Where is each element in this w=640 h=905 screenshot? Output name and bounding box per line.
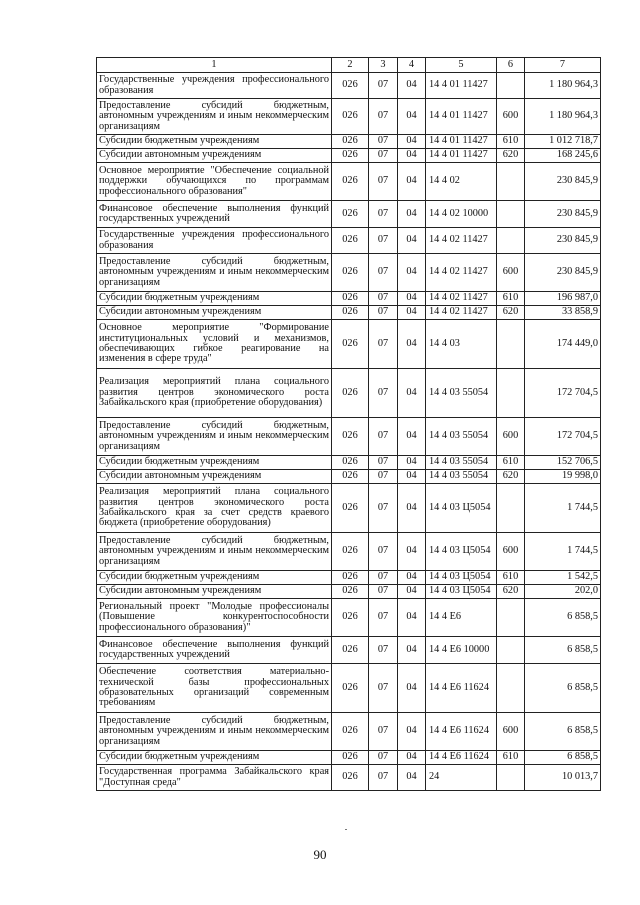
table-row [97, 571, 601, 585]
row-amount: 230 845,9 [525, 254, 601, 292]
row-expense-type: 600 [497, 533, 525, 571]
row-subsection-code: 04 [398, 149, 426, 163]
row-target-code: 14 4 03 55054 [426, 369, 497, 418]
row-section-code: 07 [369, 664, 398, 713]
row-expense-type: 610 [497, 135, 525, 149]
row-subsection-code: 04 [398, 306, 426, 320]
row-subsection-code: 04 [398, 637, 426, 664]
row-target-code: 14 4 01 11427 [426, 149, 497, 163]
row-target-code: 14 4 E6 11624 [426, 713, 497, 751]
row-expense-type: 610 [497, 456, 525, 470]
row-name-cell: Субсидии бюджетным учреждениям [97, 292, 332, 306]
row-name-cell: Основное мероприятие "Обеспечение социальной поддержки обучающихся по программам профессионального образования" [97, 163, 332, 201]
row-name-cell: Региональный проект "Молодые профессионалы (Повышение конкурентоспособности профессионального образования)" [97, 599, 332, 637]
header-col-1: 1 [97, 58, 332, 73]
header-col-2: 2 [332, 58, 369, 73]
row-subsection-code: 04 [398, 599, 426, 637]
row-target-code: 14 4 02 [426, 163, 497, 201]
row-expense-type [497, 484, 525, 533]
row-section-code: 07 [369, 713, 398, 751]
row-admin-code: 026 [332, 163, 369, 201]
row-target-code: 24 [426, 765, 497, 791]
row-amount: 230 845,9 [525, 163, 601, 201]
row-admin-code: 026 [332, 99, 369, 135]
row-admin-code: 026 [332, 292, 369, 306]
row-subsection-code: 04 [398, 713, 426, 751]
row-target-code: 14 4 01 11427 [426, 73, 497, 99]
row-section-code: 07 [369, 369, 398, 418]
row-target-code: 14 4 03 Ц5054 [426, 585, 497, 599]
table-row [97, 456, 601, 470]
row-expense-type: 600 [497, 713, 525, 751]
table-row [97, 292, 601, 306]
row-name-cell: Субсидии бюджетным учреждениям [97, 456, 332, 470]
row-expense-type: 620 [497, 306, 525, 320]
table-row [97, 599, 601, 637]
row-admin-code: 026 [332, 228, 369, 254]
table-row [97, 470, 601, 484]
row-section-code: 07 [369, 228, 398, 254]
table-row [97, 135, 601, 149]
table-row [97, 765, 601, 791]
row-admin-code: 026 [332, 765, 369, 791]
row-subsection-code: 04 [398, 456, 426, 470]
row-subsection-code: 04 [398, 765, 426, 791]
row-admin-code: 026 [332, 320, 369, 369]
scan-speck [345, 829, 347, 830]
row-amount: 19 998,0 [525, 470, 601, 484]
table-row [97, 99, 601, 135]
row-subsection-code: 04 [398, 99, 426, 135]
row-expense-type [497, 664, 525, 713]
row-section-code: 07 [369, 470, 398, 484]
row-expense-type: 620 [497, 149, 525, 163]
row-amount: 1 542,5 [525, 571, 601, 585]
row-target-code: 14 4 03 [426, 320, 497, 369]
row-subsection-code: 04 [398, 533, 426, 571]
row-expense-type [497, 201, 525, 228]
row-subsection-code: 04 [398, 470, 426, 484]
row-admin-code: 026 [332, 306, 369, 320]
row-name-cell: Государственная программа Забайкальского края "Доступная среда" [97, 765, 332, 791]
table-row [97, 149, 601, 163]
row-name-cell: Субсидии автономным учреждениям [97, 470, 332, 484]
row-section-code: 07 [369, 149, 398, 163]
row-target-code: 14 4 03 Ц5054 [426, 484, 497, 533]
row-section-code: 07 [369, 571, 398, 585]
row-target-code: 14 4 03 Ц5054 [426, 533, 497, 571]
row-amount: 172 704,5 [525, 369, 601, 418]
row-section-code: 07 [369, 585, 398, 599]
row-target-code: 14 4 03 55054 [426, 418, 497, 456]
header-col-4: 4 [398, 58, 426, 73]
row-target-code: 14 4 E6 11624 [426, 664, 497, 713]
row-expense-type [497, 369, 525, 418]
row-section-code: 07 [369, 163, 398, 201]
table-row [97, 585, 601, 599]
row-name-cell: Субсидии бюджетным учреждениям [97, 751, 332, 765]
row-subsection-code: 04 [398, 201, 426, 228]
row-amount: 1 744,5 [525, 533, 601, 571]
row-expense-type: 620 [497, 470, 525, 484]
row-admin-code: 026 [332, 456, 369, 470]
row-name-cell: Основное мероприятие "Формирование институциональных условий и механизмов, обеспечивающих гибкое реагирование на изменения в сфере труда" [97, 320, 332, 369]
row-name-cell: Субсидии бюджетным учреждениям [97, 571, 332, 585]
row-amount: 202,0 [525, 585, 601, 599]
row-admin-code: 026 [332, 571, 369, 585]
row-target-code: 14 4 E6 10000 [426, 637, 497, 664]
row-expense-type [497, 637, 525, 664]
table-row [97, 163, 601, 201]
row-expense-type [497, 228, 525, 254]
row-name-cell: Субсидии автономным учреждениям [97, 306, 332, 320]
page-number: 90 [313, 847, 327, 862]
row-target-code: 14 4 02 11427 [426, 228, 497, 254]
row-expense-type: 600 [497, 254, 525, 292]
row-amount: 6 858,5 [525, 599, 601, 637]
row-expense-type [497, 73, 525, 99]
row-amount: 1 180 964,3 [525, 73, 601, 99]
row-subsection-code: 04 [398, 228, 426, 254]
row-name-cell: Предоставление субсидий бюджетным, автономным учреждениям и иным некоммерческим организациям [97, 418, 332, 456]
row-name-cell: Финансовое обеспечение выполнения функций государственных учреждений [97, 637, 332, 664]
table-row [97, 73, 601, 99]
row-subsection-code: 04 [398, 571, 426, 585]
row-name-cell: Финансовое обеспечение выполнения функций государственных учреждений [97, 201, 332, 228]
row-amount: 6 858,5 [525, 637, 601, 664]
row-section-code: 07 [369, 765, 398, 791]
header-col-6: 6 [497, 58, 525, 73]
table-row [97, 664, 601, 713]
row-admin-code: 026 [332, 664, 369, 713]
row-admin-code: 026 [332, 369, 369, 418]
row-amount: 152 706,5 [525, 456, 601, 470]
row-name-cell: Предоставление субсидий бюджетным, автономным учреждениям и иным некоммерческим организациям [97, 99, 332, 135]
row-name-cell: Государственные учреждения профессионального образования [97, 73, 332, 99]
row-target-code: 14 4 03 55054 [426, 470, 497, 484]
row-name-cell: Обеспечение соответствия материально-технической базы профессиональных образовательных организаций современным требованиям [97, 664, 332, 713]
row-section-code: 07 [369, 135, 398, 149]
table-row [97, 484, 601, 533]
row-subsection-code: 04 [398, 163, 426, 201]
row-admin-code: 026 [332, 135, 369, 149]
row-name-cell: Субсидии автономным учреждениям [97, 149, 332, 163]
row-amount: 6 858,5 [525, 713, 601, 751]
row-section-code: 07 [369, 292, 398, 306]
row-subsection-code: 04 [398, 292, 426, 306]
row-subsection-code: 04 [398, 585, 426, 599]
row-amount: 230 845,9 [525, 201, 601, 228]
table-row [97, 369, 601, 418]
row-name-cell: Субсидии автономным учреждениям [97, 585, 332, 599]
row-target-code: 14 4 02 11427 [426, 292, 497, 306]
table-row [97, 320, 601, 369]
row-section-code: 07 [369, 456, 398, 470]
row-amount: 1 744,5 [525, 484, 601, 533]
row-target-code: 14 4 02 11427 [426, 306, 497, 320]
row-admin-code: 026 [332, 201, 369, 228]
row-subsection-code: 04 [398, 254, 426, 292]
row-amount: 172 704,5 [525, 418, 601, 456]
row-amount: 196 987,0 [525, 292, 601, 306]
row-subsection-code: 04 [398, 369, 426, 418]
row-amount: 1 180 964,3 [525, 99, 601, 135]
header-col-5: 5 [426, 58, 497, 73]
row-admin-code: 026 [332, 599, 369, 637]
row-name-cell: Предоставление субсидий бюджетным, автономным учреждениям и иным некоммерческим организациям [97, 533, 332, 571]
row-admin-code: 026 [332, 149, 369, 163]
row-subsection-code: 04 [398, 418, 426, 456]
row-admin-code: 026 [332, 585, 369, 599]
row-section-code: 07 [369, 484, 398, 533]
row-expense-type [497, 320, 525, 369]
row-expense-type: 610 [497, 292, 525, 306]
row-admin-code: 026 [332, 637, 369, 664]
row-admin-code: 026 [332, 470, 369, 484]
row-name-cell: Реализация мероприятий плана социального развития центров экономического роста Забайкальского края (приобретение оборудования) [97, 369, 332, 418]
row-target-code: 14 4 03 55054 [426, 456, 497, 470]
row-target-code: 14 4 02 11427 [426, 254, 497, 292]
table-row [97, 306, 601, 320]
table-row [97, 201, 601, 228]
row-name-cell: Реализация мероприятий плана социального развития центров экономического роста Забайкальского края за счет средств краевого бюджета (приобретение оборудования) [97, 484, 332, 533]
header-col-7: 7 [525, 58, 601, 73]
row-subsection-code: 04 [398, 320, 426, 369]
row-subsection-code: 04 [398, 73, 426, 99]
table-row [97, 751, 601, 765]
row-amount: 33 858,9 [525, 306, 601, 320]
row-amount: 10 013,7 [525, 765, 601, 791]
row-admin-code: 026 [332, 73, 369, 99]
row-admin-code: 026 [332, 254, 369, 292]
budget-table [96, 57, 601, 791]
row-name-cell: Государственные учреждения профессионального образования [97, 228, 332, 254]
table-row [97, 713, 601, 751]
row-amount: 174 449,0 [525, 320, 601, 369]
row-expense-type: 600 [497, 99, 525, 135]
row-section-code: 07 [369, 254, 398, 292]
row-subsection-code: 04 [398, 664, 426, 713]
row-expense-type: 600 [497, 418, 525, 456]
table-row [97, 254, 601, 292]
row-subsection-code: 04 [398, 135, 426, 149]
table-row [97, 228, 601, 254]
row-expense-type [497, 765, 525, 791]
row-name-cell: Субсидии бюджетным учреждениям [97, 135, 332, 149]
header-col-3: 3 [369, 58, 398, 73]
row-amount: 6 858,5 [525, 664, 601, 713]
page-top-edge [0, 0, 640, 6]
table-row [97, 637, 601, 664]
row-expense-type: 620 [497, 585, 525, 599]
row-name-cell: Предоставление субсидий бюджетным, автономным учреждениям и иным некоммерческим организациям [97, 254, 332, 292]
row-amount: 230 845,9 [525, 228, 601, 254]
row-section-code: 07 [369, 599, 398, 637]
row-expense-type: 610 [497, 751, 525, 765]
row-target-code: 14 4 03 Ц5054 [426, 571, 497, 585]
row-target-code: 14 4 01 11427 [426, 135, 497, 149]
row-amount: 1 012 718,7 [525, 135, 601, 149]
row-section-code: 07 [369, 751, 398, 765]
row-name-cell: Предоставление субсидий бюджетным, автономным учреждениям и иным некоммерческим организациям [97, 713, 332, 751]
row-target-code: 14 4 E6 [426, 599, 497, 637]
table-row [97, 418, 601, 456]
row-section-code: 07 [369, 320, 398, 369]
row-section-code: 07 [369, 99, 398, 135]
row-subsection-code: 04 [398, 484, 426, 533]
row-expense-type [497, 599, 525, 637]
row-expense-type: 610 [497, 571, 525, 585]
row-section-code: 07 [369, 201, 398, 228]
row-section-code: 07 [369, 637, 398, 664]
row-amount: 6 858,5 [525, 751, 601, 765]
row-admin-code: 026 [332, 484, 369, 533]
table-row [97, 533, 601, 571]
row-admin-code: 026 [332, 713, 369, 751]
row-admin-code: 026 [332, 751, 369, 765]
row-target-code: 14 4 02 10000 [426, 201, 497, 228]
row-expense-type [497, 163, 525, 201]
row-amount: 168 245,6 [525, 149, 601, 163]
row-section-code: 07 [369, 73, 398, 99]
row-admin-code: 026 [332, 418, 369, 456]
row-section-code: 07 [369, 533, 398, 571]
row-target-code: 14 4 E6 11624 [426, 751, 497, 765]
row-subsection-code: 04 [398, 751, 426, 765]
row-target-code: 14 4 01 11427 [426, 99, 497, 135]
row-section-code: 07 [369, 306, 398, 320]
row-admin-code: 026 [332, 533, 369, 571]
row-section-code: 07 [369, 418, 398, 456]
table-header-row [97, 58, 601, 73]
